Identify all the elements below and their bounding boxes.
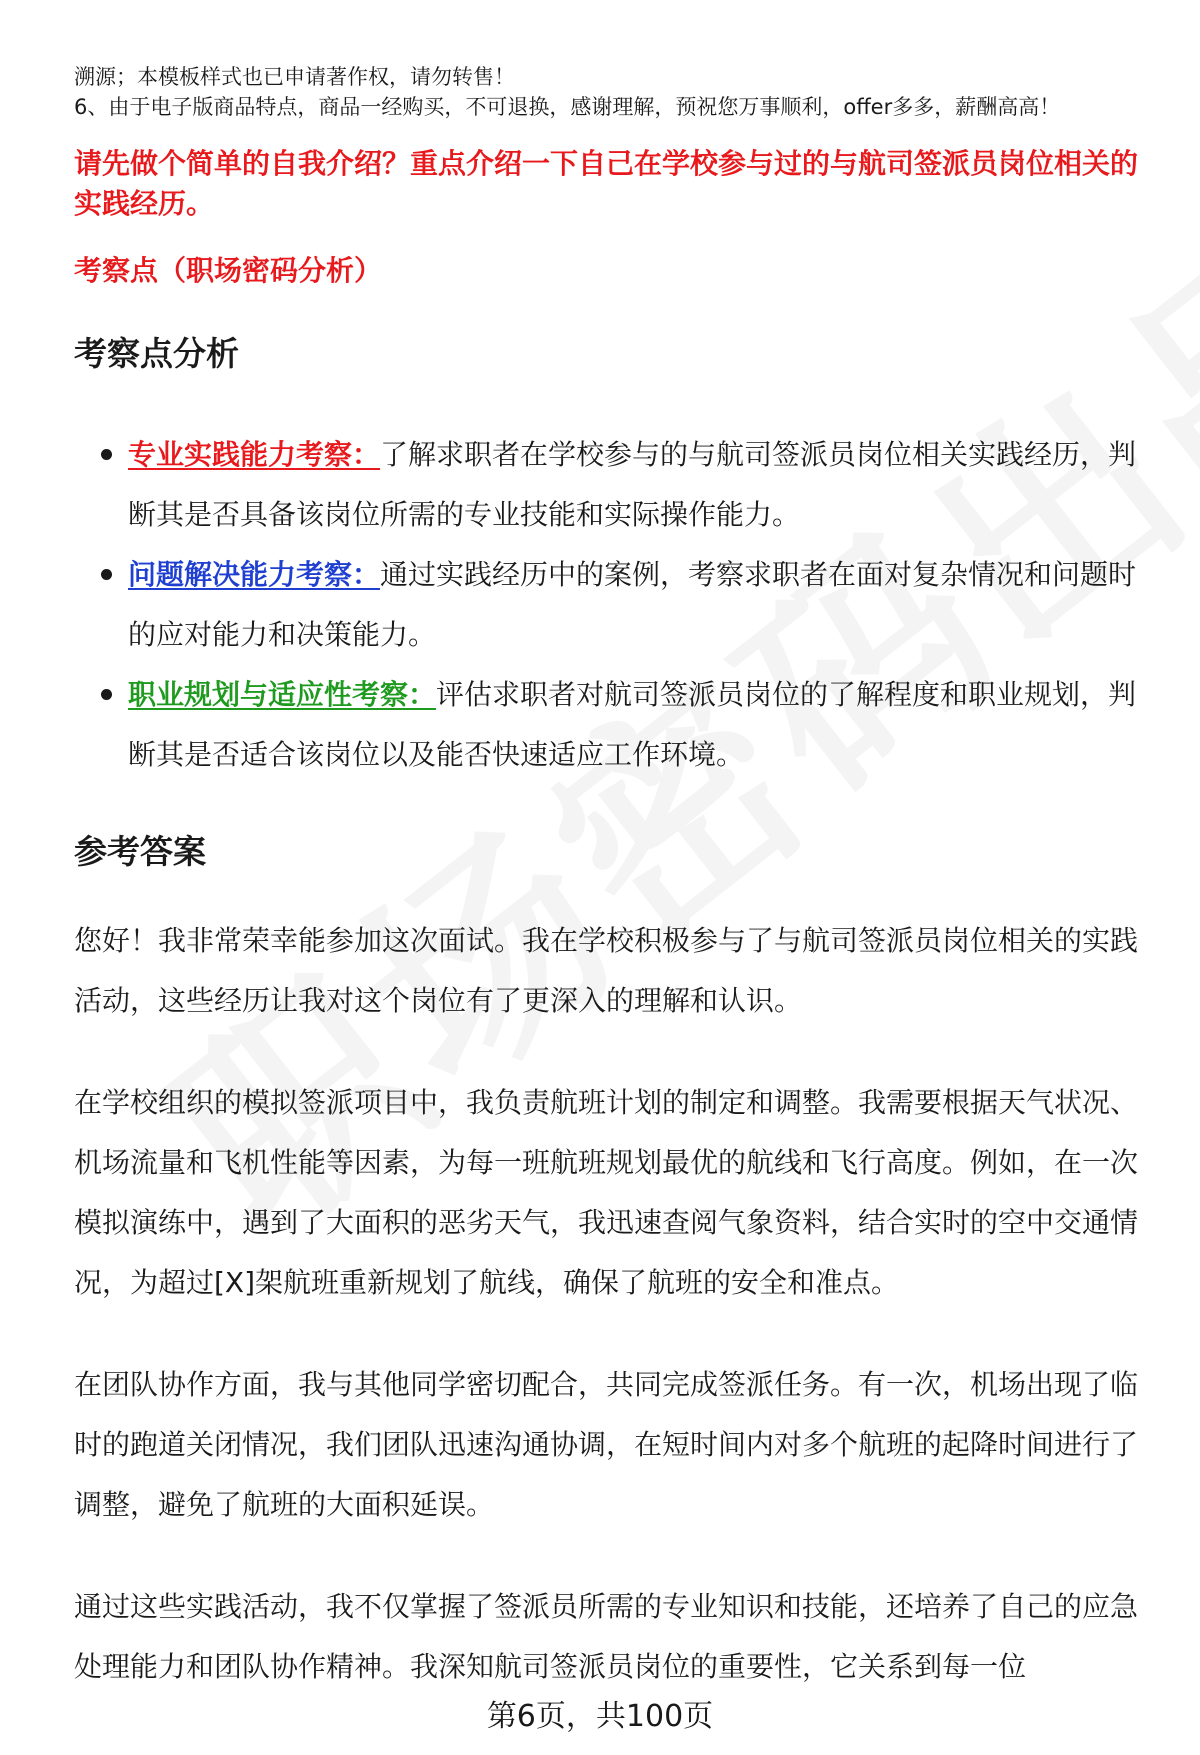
bullet-icon xyxy=(101,569,112,580)
exam-points-label: 考察点（职场密码分析） xyxy=(74,254,383,287)
notice-line-2: 6、由于电子版商品特点，商品一经购买，不可退换，感谢理解，预祝您万事顺利，offer多多，薪酬高高！ xyxy=(74,95,1061,119)
analysis-heading: 考察点分析 xyxy=(74,334,239,373)
answer-paragraph: 通过这些实践活动，我不仅掌握了签派员所需的专业知识和技能，还培养了自己的应急处理能力和团队协作精神。我深知航司签派员岗位的重要性，它关系到每一位 xyxy=(74,1590,1139,1683)
list-item xyxy=(74,545,1149,665)
bullet-icon xyxy=(101,689,112,700)
answer-heading: 参考答案 xyxy=(74,832,206,871)
page-number: 第6页，共100页 xyxy=(486,1699,714,1734)
point-term: 专业实践能力考察： xyxy=(128,438,381,471)
list-item xyxy=(74,665,1149,785)
analysis-list xyxy=(74,425,1149,785)
notice-line-1: 溯源；本模板样式也已申请著作权，请勿转售！ xyxy=(74,65,515,89)
interview-question: 请先做个简单的自我介绍？重点介绍一下自己在学校参与过的与航司签派员岗位相关的实践经历。 xyxy=(74,147,1139,220)
list-item xyxy=(74,425,1149,545)
answer-paragraph: 您好！我非常荣幸能参加这次面试。我在学校积极参与了与航司签派员岗位相关的实践活动，这些经历让我对这个岗位有了更深入的理解和认识。 xyxy=(74,924,1139,1017)
point-text: 了解求职者在学校参与的与航司签派员岗位相关实践经历，判断其是否具备该岗位所需的专业技能和实际操作能力。 xyxy=(128,438,1137,531)
point-text: 通过实践经历中的案例，考察求职者在面对复杂情况和问题时的应对能力和决策能力。 xyxy=(128,558,1137,651)
bullet-icon xyxy=(101,449,112,460)
point-term: 职业规划与适应性考察： xyxy=(128,678,437,711)
point-term: 问题解决能力考察： xyxy=(128,558,381,591)
point-text: 评估求职者对航司签派员岗位的了解程度和职业规划，判断其是否适合该岗位以及能否快速适应工作环境。 xyxy=(128,678,1137,771)
answer-paragraph: 在团队协作方面，我与其他同学密切配合，共同完成签派任务。有一次，机场出现了临时的跑道关闭情况，我们团队迅速沟通协调，在短时间内对多个航班的起降时间进行了调整，避免了航班的大面积延误。 xyxy=(74,1368,1139,1521)
answer-paragraph: 在学校组织的模拟签派项目中，我负责航班计划的制定和调整。我需要根据天气状况、机场流量和飞机性能等因素，为每一班航班规划最优的航线和飞行高度。例如，在一次模拟演练中，遇到了大面积的恶劣天气，我迅速查阅气象资料，结合实时的空中交通情况，为超过[X]架航班重新规划了航线，确保了航班的安全和准点。 xyxy=(74,1086,1139,1299)
document-page xyxy=(74,0,1149,1697)
